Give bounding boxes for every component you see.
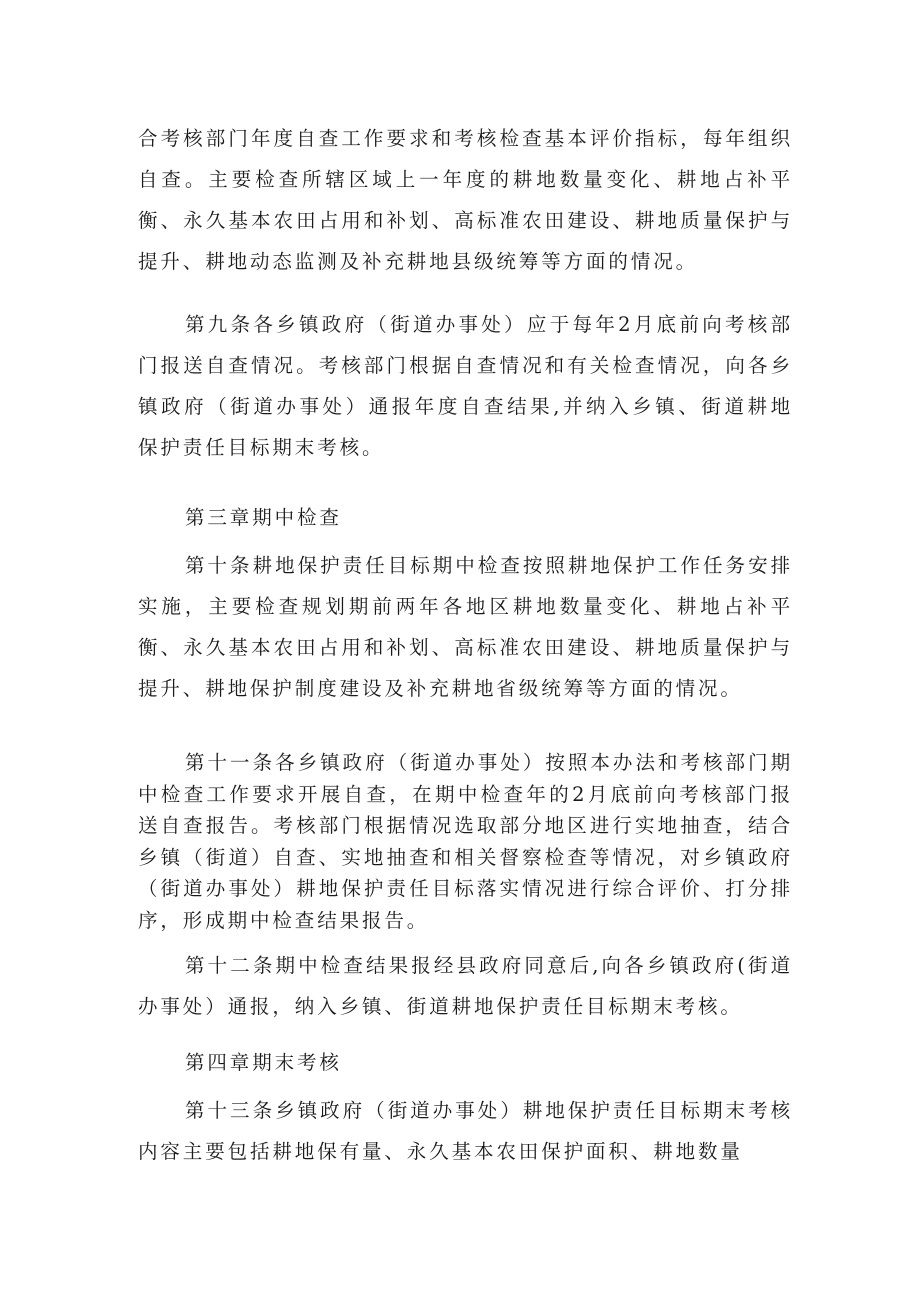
paragraph-article-11: 第十一条各乡镇政府（街道办事处）按照本办法和考核部门期中检查工作要求开展自查，在期中检查年的2月底前向考核部门报送自查报告。考核部门根据情况选取部分地区进行实地抽查，结合乡镇（街道）自查、实地抽查和相关督察检查等情况，对乡镇政府（街道办事处）耕地保护责任目标落实情况进行综合评价、打分排序，形成期中检查结果报告。 — [138, 751, 793, 932]
paragraph-article-9: 第九条各乡镇政府（街道办事处）应于每年2月底前向考核部门报送自查情况。考核部门根据自查情况和有关检查情况，向各乡镇政府（街道办事处）通报年度自查结果,并纳入乡镇、街道耕地保护责任目标期末考核。 — [138, 313, 793, 459]
paragraph-article-10: 第十条耕地保护责任目标期中检查按照耕地保护工作任务安排实施，主要检查规划期前两年各地区耕地数量变化、耕地占补平衡、永久基本农田占用和补划、高标准农田建设、耕地质量保护与提升、耕地保护制度建设及补充耕地省级统筹等方面的情况。 — [138, 554, 793, 700]
chapter-4-heading: 第四章期末考核 — [185, 1051, 342, 1074]
chapter-3-heading: 第三章期中检查 — [185, 506, 342, 529]
paragraph-article-13: 第十三条乡镇政府（街道办事处）耕地保护责任目标期末考核内容主要包括耕地保有量、永久基本农田保护面积、耕地数量 — [138, 1099, 793, 1163]
paragraph-article-8-continued: 合考核部门年度自查工作要求和考核检查基本评价指标，每年组织自查。主要检查所辖区域上一年度的耕地数量变化、耕地占补平衡、永久基本农田占用和补划、高标准农田建设、耕地质量保护与提升、耕地动态监测及补充耕地县级统筹等方面的情况。 — [138, 127, 793, 273]
paragraph-article-12: 第十二条期中检查结果报经县政府同意后,向各乡镇政府(街道办事处）通报，纳入乡镇、街道耕地保护责任目标期末考核。 — [138, 954, 793, 1018]
